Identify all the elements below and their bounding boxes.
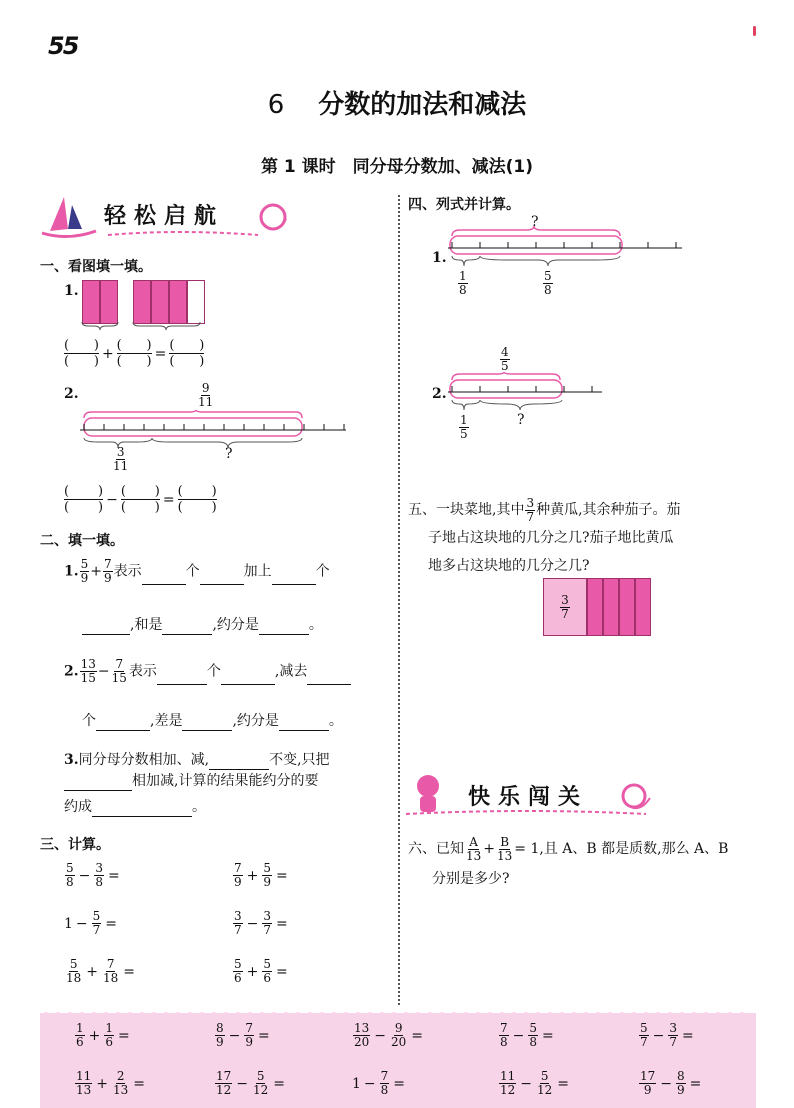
s4-q1-fraction-2: $\frac{5}{8}$	[544, 269, 552, 297]
s5-text: 五、一块菜地,其中 $\frac{3}{7}$ 种黄瓜,其余种茄子。茄 子地占这块地的几分之几?茄子地比黄瓜 地多占这块地的几分之几?	[408, 495, 681, 574]
s1-q1-bar-a	[82, 280, 118, 324]
red-mark	[753, 26, 756, 36]
bottom-item-1: 1 6 + $\frac{1}{6}$ =	[76, 1021, 130, 1049]
banner-kuaile	[406, 770, 656, 820]
s4-q2-question: ?	[517, 412, 525, 428]
section-4-title: 四、列式并计算。	[408, 197, 520, 213]
s2-q1-line1: 1. $\frac{5}{9}$ + $\frac{7}{9}$ 表示 个 加上 个	[64, 557, 330, 585]
section-3-title: 三、计算。	[40, 837, 110, 853]
s4-q2-number-line	[446, 372, 606, 418]
s1-q2-number: 2.	[64, 386, 79, 402]
banner-qingsong	[38, 193, 288, 243]
bottom-item-9: 11 12 − $\frac{5}{12}$ =	[500, 1069, 570, 1097]
bottom-item-8: 1 − $\frac{7}{8}$ =	[352, 1069, 406, 1097]
s1-q2-equation: ( ) ( ) − ( ) ( ) = ( ) ( )	[64, 484, 217, 515]
s1-q2-top-fraction: $\frac{9}{11}$	[198, 381, 214, 409]
bottom-item-3: 13 20 − $\frac{9}{20}$ =	[354, 1021, 424, 1049]
s3-item-1: 5 8 − $\frac{3}{8}$ =	[66, 861, 120, 889]
s5-bar-model	[543, 578, 651, 636]
s2-q2-line2: 个 ,差是 ,约分是 。	[82, 713, 343, 729]
lesson-title: 第 1 课时 同分母分数加、减法(1)	[260, 157, 534, 177]
s1-q1-equation: ( ) ( ) + ( ) ( ) = ( ) ( )	[64, 338, 205, 369]
s2-q3: 3.同分母分数相加、减, 不变,只把 相加减,计算的结果能约分的要 约成 。	[64, 752, 330, 815]
chapter-number: 6	[267, 90, 285, 120]
s4-q1-question: ?	[531, 214, 539, 230]
page-number: 55	[48, 32, 78, 60]
s4-q2-fraction-1: $\frac{1}{5}$	[460, 413, 468, 441]
s3-item-6: 5 6 + $\frac{5}{6}$ =	[234, 957, 288, 985]
bottom-item-7: 17 12 − $\frac{5}{12}$ =	[216, 1069, 286, 1097]
s1-q2-bottom-fraction: $\frac{3}{11}$	[113, 445, 129, 473]
s3-item-3: 1 − $\frac{5}{7}$ =	[64, 909, 118, 937]
equals-op: =	[154, 345, 167, 362]
s5-bar-label: 3 7	[561, 592, 569, 621]
chapter-title	[0, 84, 794, 121]
s1-q1-number: 1.	[64, 283, 79, 299]
s2-q2-line1: 2. $\frac{13}{15}$ − $\frac{7}{15}$ 表示 个 ,减去	[64, 658, 351, 685]
column-divider	[398, 195, 400, 1005]
bottom-item-2: 8 9 − $\frac{7}{9}$ =	[216, 1021, 270, 1049]
bottom-item-6: 11 13 + $\frac{2}{13}$ =	[76, 1069, 146, 1097]
s1-q1-bar-b	[133, 280, 205, 324]
banner-right-text: 快乐闯关	[468, 784, 589, 810]
bottom-item-5: 5 7 − $\frac{3}{7}$ =	[640, 1021, 694, 1049]
s4-q2-top-fraction: $\frac{4}{5}$	[501, 345, 509, 373]
plus-op: +	[101, 345, 114, 362]
bottom-item-4: 7 8 − $\frac{5}{8}$ =	[500, 1021, 554, 1049]
chapter-name: 分数的加法和减法	[318, 90, 527, 120]
section-1-title: 一、看图填一填。	[40, 259, 152, 275]
s3-item-2: 7 9 + $\frac{5}{9}$ =	[234, 861, 288, 889]
s4-q2-number: 2.	[432, 386, 447, 402]
bottom-item-10: 17 9 − $\frac{8}{9}$ =	[640, 1069, 702, 1097]
s4-q1-number-line	[446, 226, 686, 272]
s3-item-4: 3 7 − $\frac{3}{7}$ =	[234, 909, 288, 937]
s4-q1-number: 1.	[432, 250, 447, 266]
s1-q1-braces	[80, 320, 206, 330]
s4-q1-fraction-1: $\frac{1}{8}$	[459, 269, 467, 297]
s3-item-5: 5 18 + $\frac{7}{18}$ =	[66, 957, 136, 985]
banner-left-text: 轻松启航	[104, 203, 225, 229]
s1-q2-question: ?	[225, 446, 233, 462]
section-2-title: 二、填一填。	[40, 533, 124, 549]
s6-text: 六、已知 $\frac{A}{13}$ + $\frac{B}{13}$ = 1,且 A、B 都是质数,那么 A、B 分别是多少?	[408, 834, 729, 887]
s2-q1-line2: ,和是 ,约分是 。	[82, 615, 323, 635]
